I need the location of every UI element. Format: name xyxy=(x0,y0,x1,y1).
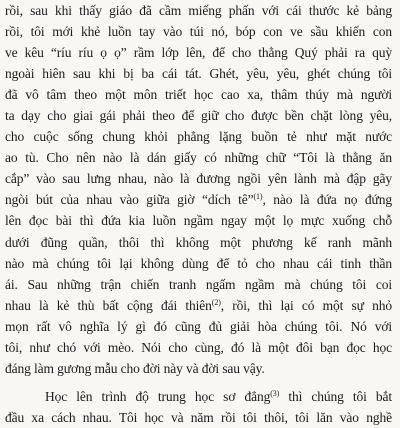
text-line-4: ngoài hiên sau khi bị ba cái tát. Ghét, yêu, yêu, ghét chúng tôi xyxy=(5,66,392,82)
footnote-ref-3: (3) xyxy=(270,388,280,398)
text-line-8: ao tù. Cho nên nào là dán giấy có những chữ “Tôi là thằng ăn xyxy=(5,150,392,166)
text-line-19 xyxy=(0,386,400,407)
text-line-6: ta dạy cho giai gái phải theo để giữ cho được bền chặt lòng yêu, xyxy=(5,108,392,124)
text-line-10-end: , nào là đứa nọ đứng xyxy=(262,192,392,208)
text-line-19-start: Học lên trình độ trung học sơ đẳng xyxy=(45,388,271,404)
text-line-10-start: ngòi bút của nhau vào giữa giờ “dích tê” xyxy=(5,192,254,208)
paragraph-gap xyxy=(0,379,400,386)
paragraph-2 xyxy=(0,386,400,428)
text-line-15-end: , rồi, thì lại có một sự nhỏ xyxy=(220,297,392,313)
text-line-7: cho cuộc sống chung khỏi phẳng lặng buồn tẻ như mặt nước xyxy=(5,129,392,145)
footnote-ref-1: (1) xyxy=(253,192,263,202)
text-line-1: rồi, sau khi thấy giáo đã cầm miếng phấn với cái thước kẻ bảng xyxy=(5,3,392,18)
text-line-17: tôi, như chó với mèo. Nói cho cùng, đó là một đôi bạn đọc học xyxy=(5,339,392,355)
text-line-19-end: thì chúng tôi bắt xyxy=(279,388,393,404)
text-line-12: dưới đũng quần, thôi thì không một phương kế ranh mãnh xyxy=(5,234,392,250)
text-line-15 xyxy=(0,295,400,316)
text-line-18: đáng làm gương mẫu cho đời này và đời sau vậy. xyxy=(5,360,265,376)
text-line-15-start: nhau là kẻ thù bất cộng đái thiên xyxy=(5,297,212,313)
text-line-14: ái. Sau những trận chiến tranh ngấm ngầm mà chúng tôi coi xyxy=(5,276,392,292)
text-line-16: mọn rất vô nghĩa lý gì đó cũng đủ giải hòa chúng tôi. Nó với xyxy=(5,318,392,334)
text-line-9: cắp” vào sau lưng nhau, nào là đương ngồi yên lành mà đập gãy xyxy=(5,171,392,187)
text-line-13: nào mà chúng tôi lại không dùng để tỏ cho nhau cái tinh thần xyxy=(5,255,392,271)
text-line-5: đã vô tâm theo một môn triết học cao xa, thâm thúy mà người xyxy=(5,87,392,103)
text-line-2: rồi, tôi mới khẻ luồn tay vào túi nó, bóp con ve sầu khiến con xyxy=(5,24,392,40)
footnote-ref-2: (2) xyxy=(211,297,221,307)
text-line-10 xyxy=(0,189,400,210)
text-line-11: lên đọc bài thì đứa kia luồn ngầm ngay một lọ mực xuống chỗ xyxy=(5,213,392,229)
text-line-3: ve kêu “ríu ríu ọ ọ” rầm lớp lên, để cho thằng Quý phải ra quỳ xyxy=(5,45,392,61)
text-line-20: đầu xa cách nhau. Tôi học và năm rồi tôi thôi, tôi lăn vào nghề xyxy=(5,409,392,425)
